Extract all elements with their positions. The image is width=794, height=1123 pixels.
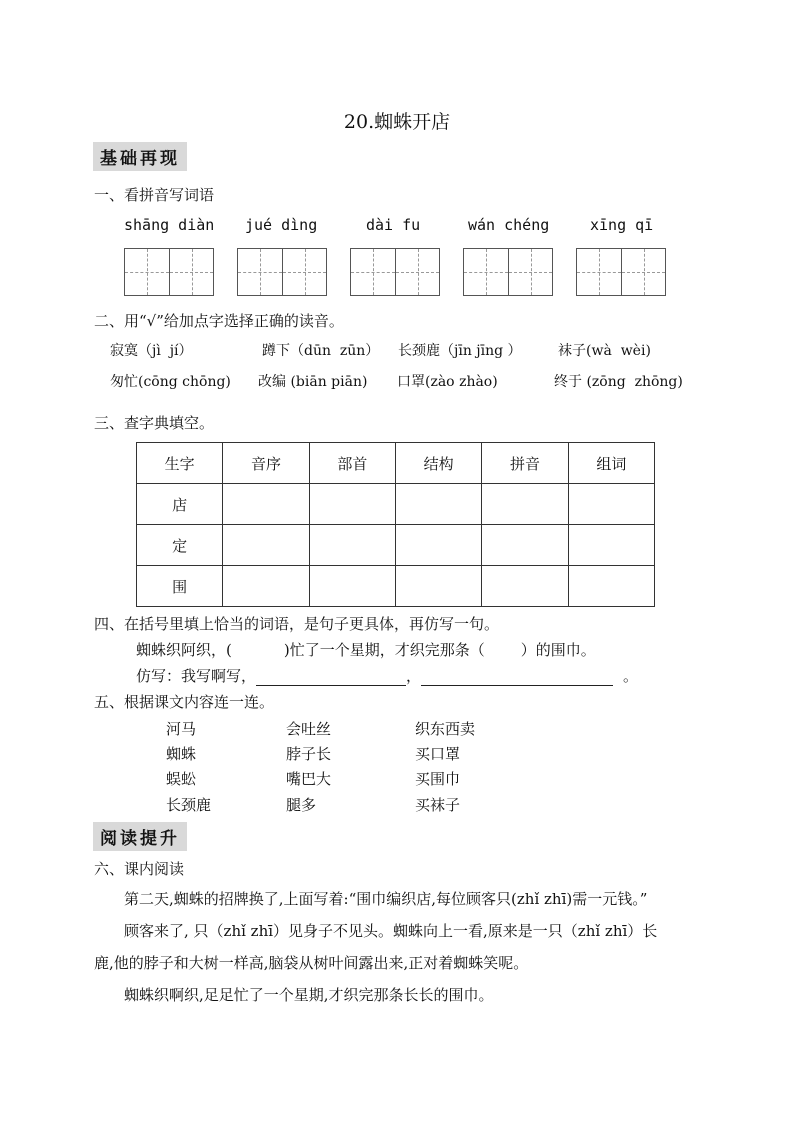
table-header: 组词 <box>568 443 654 484</box>
answer-cell[interactable] <box>309 566 395 607</box>
answer-cell[interactable] <box>568 525 654 566</box>
page-title: 20.蜘蛛开店 <box>343 111 451 133</box>
match-item[interactable]: 腿多 <box>286 796 317 814</box>
answer-cell[interactable] <box>223 566 309 607</box>
answer-cell[interactable] <box>309 484 395 525</box>
writing-grid-4[interactable] <box>463 248 553 296</box>
reading-option: 袜子(wà wèi) <box>558 343 651 359</box>
match-item[interactable]: 蜈蚣 <box>166 770 197 788</box>
writing-grid-2[interactable] <box>237 248 327 296</box>
imitate-line <box>136 665 638 686</box>
pinyin-3: dài fu <box>366 216 421 234</box>
question-1: 一、看拼音写词语 <box>94 186 215 204</box>
table-row <box>137 566 655 607</box>
match-item[interactable]: 会吐丝 <box>286 720 332 738</box>
answer-cell[interactable] <box>309 525 395 566</box>
question-4: 四、在括号里填上恰当的词语，是句子更具体，再仿写一句。 <box>94 615 500 633</box>
pinyin-1: shāng diàn <box>124 216 215 234</box>
section-badge-reading: 阅读提升 <box>93 822 187 851</box>
pinyin-4: wán chéng <box>468 216 550 234</box>
reading-option: 长颈鹿（jīn jīng ） <box>398 343 522 359</box>
answer-cell[interactable] <box>568 484 654 525</box>
answer-cell[interactable] <box>395 484 481 525</box>
answer-cell[interactable] <box>568 566 654 607</box>
passage-paragraph-1: 第二天,蜘蛛的招牌换了,上面写着:“围巾编织店,每位顾客只(zhǐ zhī)需一元钱。” <box>124 890 648 908</box>
answer-cell[interactable] <box>482 525 568 566</box>
match-item[interactable]: 长颈鹿 <box>166 796 212 814</box>
table-header: 部首 <box>309 443 395 484</box>
section-badge-basics: 基础再现 <box>93 142 187 171</box>
writing-grid-3[interactable] <box>350 248 440 296</box>
reading-option: 匆忙(cōng chōng) <box>110 374 231 390</box>
question-2: 二、用“√”给加点字选择正确的读音。 <box>94 312 344 330</box>
match-item[interactable]: 买口罩 <box>415 745 461 763</box>
answer-cell[interactable] <box>223 484 309 525</box>
imitate-blank-2[interactable] <box>421 671 613 686</box>
table-row <box>137 484 655 525</box>
question-3: 三、查字典填空。 <box>94 414 215 432</box>
answer-cell[interactable] <box>223 525 309 566</box>
answer-cell[interactable] <box>482 484 568 525</box>
table-header: 音序 <box>223 443 309 484</box>
table-char: 定 <box>137 525 223 566</box>
table-header-row <box>137 443 655 484</box>
writing-grid-5[interactable] <box>576 248 666 296</box>
pinyin-5: xīng qī <box>590 216 654 234</box>
match-item[interactable]: 蜘蛛 <box>166 745 197 763</box>
reading-option: 寂寞（jì jí） <box>110 343 193 359</box>
match-item[interactable]: 买围巾 <box>415 770 461 788</box>
imitate-separator: ， <box>406 667 422 685</box>
imitate-label: 仿写：我写啊写， <box>136 667 257 685</box>
reading-option: 终于 (zōng zhōng) <box>554 374 683 390</box>
answer-cell[interactable] <box>395 525 481 566</box>
reading-option: 蹲下（dūn zūn） <box>262 343 380 359</box>
answer-cell[interactable] <box>395 566 481 607</box>
match-item[interactable]: 买袜子 <box>415 796 461 814</box>
question-6: 六、课内阅读 <box>94 860 185 878</box>
imitate-end: 。 <box>623 667 639 685</box>
table-char: 店 <box>137 484 223 525</box>
writing-grid-1[interactable] <box>124 248 214 296</box>
passage-paragraph-2a: 顾客来了, 只（zhǐ zhī）见身子不见头。蜘蛛向上一看,原来是一只（zhǐ zhī）长 <box>124 922 658 940</box>
table-row <box>137 525 655 566</box>
answer-cell[interactable] <box>482 566 568 607</box>
match-item[interactable]: 河马 <box>166 720 197 738</box>
sentence-part: )忙了一个星期，才织完那条（ <box>283 641 485 659</box>
sentence-part: ）的围巾。 <box>520 641 596 659</box>
imitate-blank-1[interactable] <box>256 671 406 686</box>
match-item[interactable]: 织东西卖 <box>415 720 476 738</box>
question-5: 五、根据课文内容连一连。 <box>94 693 275 711</box>
sentence-part: 蜘蛛织阿织，( <box>136 641 232 659</box>
reading-option: 口罩(zào zhào) <box>397 374 498 390</box>
dictionary-table <box>136 442 655 607</box>
pinyin-2: jué dìng <box>245 216 318 234</box>
sentence-line <box>136 639 596 660</box>
table-char: 围 <box>137 566 223 607</box>
passage-paragraph-3: 蜘蛛织啊织,足足忙了一个星期,才织完那条长长的围巾。 <box>124 986 494 1004</box>
reading-option: 改编 (biān piān) <box>258 374 368 390</box>
table-header: 结构 <box>395 443 481 484</box>
passage-paragraph-2b: 鹿,他的脖子和大树一样高,脑袋从树叶间露出来,正对着蜘蛛笑呢。 <box>94 954 529 972</box>
table-header: 生字 <box>137 443 223 484</box>
match-item[interactable]: 脖子长 <box>286 745 332 763</box>
match-item[interactable]: 嘴巴大 <box>286 770 332 788</box>
table-header: 拼音 <box>482 443 568 484</box>
